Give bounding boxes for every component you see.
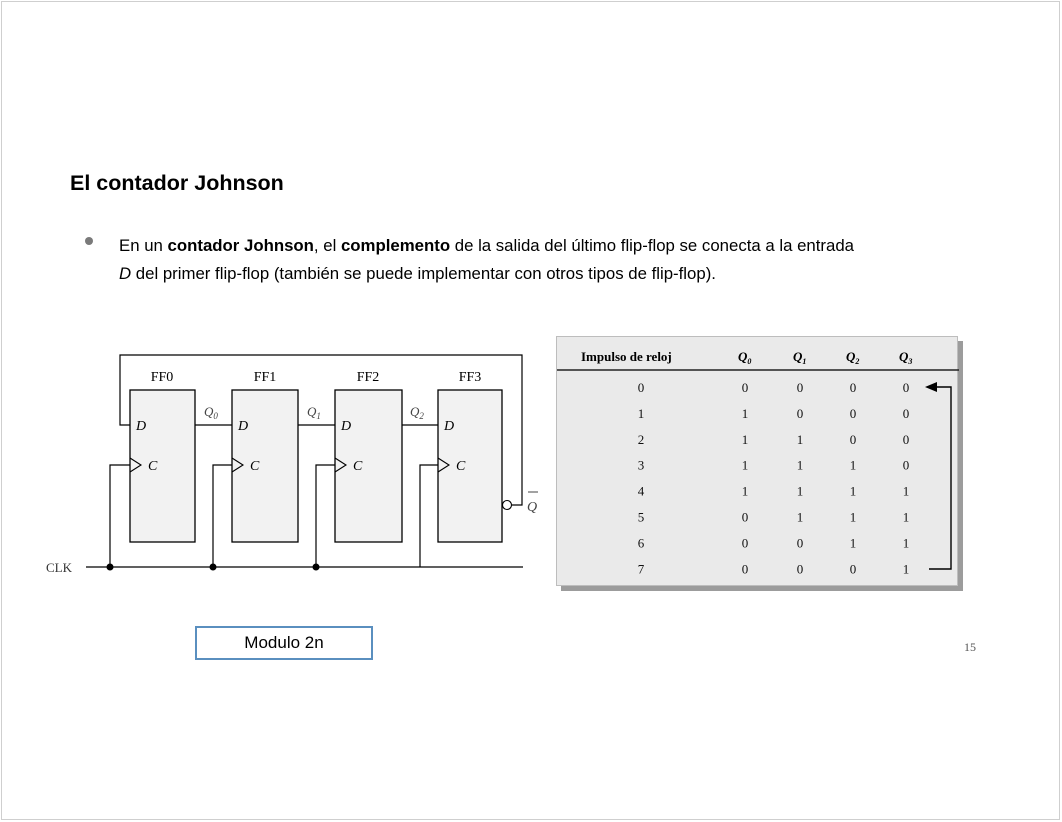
table-cell-pulse: 3 bbox=[637, 457, 645, 473]
johnson-truth-table bbox=[556, 336, 958, 586]
table-cell-q: 1 bbox=[796, 509, 804, 525]
table-header-q: $Q_3$ bbox=[899, 349, 913, 366]
bullet-dot-icon bbox=[85, 237, 93, 245]
table-header-q: $Q_1$ bbox=[793, 349, 807, 366]
c-input-label: C bbox=[456, 459, 466, 474]
bullet-italic-term: D bbox=[119, 264, 132, 283]
slide-title: El contador Johnson bbox=[70, 171, 284, 195]
ff-label: FF3 bbox=[458, 370, 482, 385]
c-input-label: C bbox=[148, 459, 158, 474]
table-cell-q: 0 bbox=[796, 405, 804, 421]
table-cell-q: 0 bbox=[796, 535, 804, 551]
table-cell-q: 1 bbox=[796, 483, 804, 499]
table-cell-q: 1 bbox=[741, 483, 749, 499]
table-row bbox=[638, 484, 910, 499]
table-cell-q: 1 bbox=[849, 509, 857, 525]
c-input-label: C bbox=[250, 459, 260, 474]
q-output-label: $Q_0$ bbox=[204, 404, 218, 421]
truth-table-svg bbox=[557, 337, 959, 587]
table-cell-q: 1 bbox=[796, 431, 804, 447]
table-cell-pulse: 5 bbox=[637, 509, 645, 525]
table-header-pulse: Impulso de reloj bbox=[581, 349, 672, 364]
table-row bbox=[638, 458, 910, 473]
table-cell-q: 1 bbox=[902, 509, 910, 525]
junction-dot-icon bbox=[210, 564, 217, 571]
table-cell-q: 1 bbox=[849, 535, 857, 551]
d-input-label: D bbox=[136, 419, 147, 434]
inversion-bubble-icon bbox=[503, 501, 512, 510]
bullet-line-1 bbox=[119, 232, 999, 260]
table-row bbox=[638, 561, 910, 576]
bullet-text bbox=[119, 232, 999, 288]
clk-label: CLK bbox=[46, 560, 72, 575]
table-cell-q: 0 bbox=[741, 509, 749, 525]
table-cell-q: 0 bbox=[741, 535, 749, 551]
table-row bbox=[638, 535, 910, 550]
table-cell-q: 1 bbox=[849, 483, 857, 499]
table-cell-q: 0 bbox=[902, 457, 910, 473]
table-header-q: $Q_0$ bbox=[738, 349, 752, 366]
q-bar-label: Q bbox=[527, 500, 538, 515]
table-cell-pulse: 7 bbox=[637, 561, 645, 577]
table-cell-pulse: 2 bbox=[637, 431, 645, 447]
table-cell-q: 1 bbox=[741, 405, 749, 421]
table-cell-q: 1 bbox=[741, 457, 749, 473]
modulo-note-box: Modulo 2n bbox=[195, 626, 373, 660]
ff-label: FF0 bbox=[150, 370, 174, 385]
table-cell-q: 0 bbox=[849, 561, 857, 577]
d-input-label: D bbox=[444, 419, 455, 434]
bullet-text-part: , el bbox=[313, 236, 341, 255]
cycle-back-arrow bbox=[929, 387, 951, 569]
table-row bbox=[638, 380, 910, 395]
table-cell-q: 0 bbox=[849, 405, 857, 421]
table-cell-q: 0 bbox=[849, 431, 857, 447]
q-output-label: $Q_1$ bbox=[307, 404, 321, 421]
junction-dot-icon bbox=[107, 564, 114, 571]
table-cell-q: 0 bbox=[741, 561, 749, 577]
c-input-label: C bbox=[353, 459, 363, 474]
bullet-text-part: de la salida del último flip-flop se conecta a la entrada bbox=[450, 236, 854, 255]
table-cell-q: 0 bbox=[741, 380, 749, 395]
johnson-counter-circuit bbox=[40, 350, 560, 585]
table-cell-pulse: 0 bbox=[637, 380, 645, 395]
table-row bbox=[638, 406, 910, 421]
table-cell-q: 0 bbox=[902, 431, 910, 447]
table-cell-pulse: 1 bbox=[637, 405, 645, 421]
bullet-line-2 bbox=[119, 260, 999, 288]
table-cell-q: 0 bbox=[849, 380, 857, 395]
table-cell-q: 1 bbox=[796, 457, 804, 473]
table-cell-pulse: 4 bbox=[637, 483, 645, 499]
table-cell-pulse: 6 bbox=[637, 535, 645, 551]
table-cell-q: 0 bbox=[796, 380, 804, 395]
table-cell-q: 1 bbox=[902, 535, 910, 551]
table-cell-q: 0 bbox=[902, 405, 910, 421]
table-cell-q: 1 bbox=[902, 483, 910, 499]
table-cell-q: 1 bbox=[849, 457, 857, 473]
q-output-label: $Q_2$ bbox=[410, 404, 424, 421]
table-row bbox=[638, 432, 910, 447]
ff-label: FF1 bbox=[253, 370, 277, 385]
table-row bbox=[638, 510, 910, 525]
table-cell-q: 0 bbox=[902, 380, 910, 395]
bullet-bold-term: complemento bbox=[340, 236, 451, 255]
ff-label: FF2 bbox=[356, 370, 380, 385]
table-cell-q: 1 bbox=[902, 561, 910, 577]
table-cell-q: 0 bbox=[796, 561, 804, 577]
bullet-text-part: En un bbox=[119, 236, 168, 255]
table-header-q: $Q_2$ bbox=[846, 349, 860, 366]
page-number: 15 bbox=[964, 640, 976, 654]
bullet-bold-term: contador Johnson bbox=[167, 236, 314, 255]
bullet-text-part: del primer flip-flop (también se puede implementar con otros tipos de flip-flop). bbox=[131, 264, 716, 283]
d-input-label: D bbox=[238, 419, 249, 434]
arrow-head-icon bbox=[925, 382, 937, 392]
table-cell-q: 1 bbox=[741, 431, 749, 447]
junction-dot-icon bbox=[313, 564, 320, 571]
d-input-label: D bbox=[341, 419, 352, 434]
